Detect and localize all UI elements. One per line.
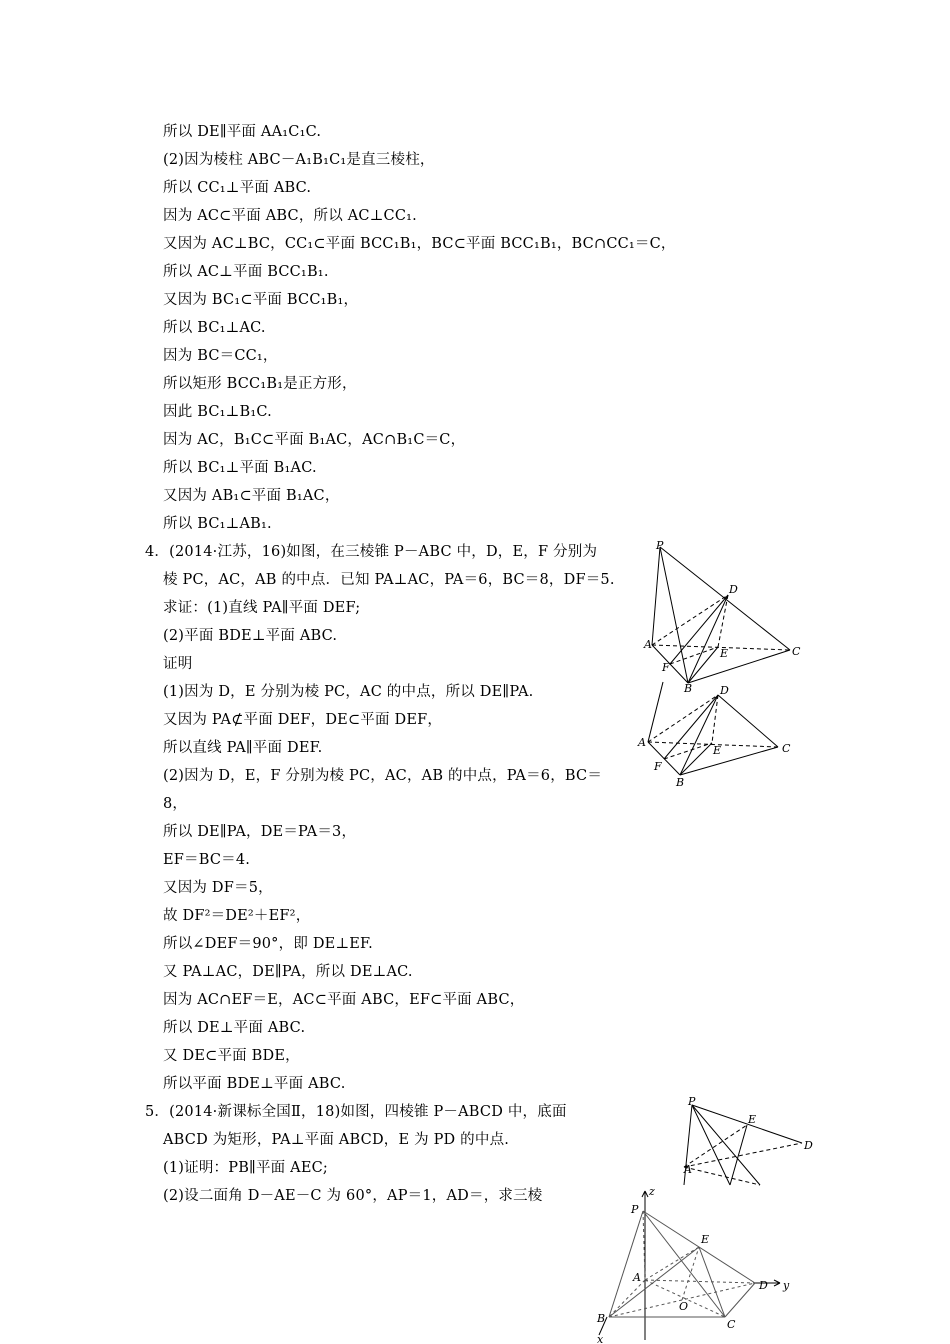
text-line: (2)因为 D，E，F 分别为棱 PC，AC，AB 的中点，PA＝6，BC＝	[163, 768, 603, 784]
text-line: 所以矩形 BCC₁B₁是正方形，	[163, 376, 357, 392]
label-z: z	[649, 1185, 655, 1198]
text-line: (1)因为 D，E 分别为棱 PC，AC 的中点，所以 DE∥PA.	[163, 684, 534, 700]
label-P: P	[688, 1095, 696, 1108]
label-E: E	[748, 1113, 757, 1126]
text-line: 所以 BC₁⊥AB₁.	[163, 516, 272, 532]
label-C: C	[727, 1318, 736, 1331]
label-C: C	[792, 645, 801, 658]
text-line: 因为 AC⊂平面 ABC，所以 AC⊥CC₁.	[163, 208, 417, 224]
label-F: F	[662, 661, 670, 674]
text-line: 求证：(1)直线 PA∥平面 DEF;	[163, 600, 361, 616]
text-line: (2)因为棱柱 ABC－A₁B₁C₁是直三棱柱，	[163, 152, 435, 168]
text-line: 又 PA⊥AC，DE∥PA，所以 DE⊥AC.	[163, 964, 413, 980]
text-line: 所以∠DEF＝90°，即 DE⊥EF.	[163, 936, 373, 952]
label-A: A	[638, 736, 646, 749]
pyramid-figure-2	[630, 680, 800, 790]
text-line: 又因为 AB₁⊂平面 B₁AC，	[163, 488, 340, 504]
pyramid-coordinate-figure	[585, 1185, 810, 1344]
text-line: 所以 BC₁⊥平面 B₁AC.	[163, 460, 317, 476]
text-line: 证明	[163, 656, 193, 672]
label-P: P	[631, 1203, 639, 1216]
text-line: 所以直线 PA∥平面 DEF.	[163, 740, 323, 756]
label-E: E	[720, 647, 729, 660]
text-line: 又 DE⊂平面 BDE，	[163, 1048, 300, 1064]
text-line: 所以 CC₁⊥平面 ABC.	[163, 180, 312, 196]
label-x: x	[597, 1333, 604, 1344]
label-C: C	[782, 742, 791, 755]
text-line: 所以 AC⊥平面 BCC₁B₁.	[163, 264, 329, 280]
text-line: (1)证明：PB∥平面 AEC;	[163, 1160, 328, 1176]
text-line: (2)平面 BDE⊥平面 ABC.	[163, 628, 338, 644]
text-line: 4．(2014·江苏，16)如图，在三棱锥 P－ABC 中，D，E，F 分别为	[145, 544, 598, 560]
text-line: 因为 AC∩EF＝E，AC⊂平面 ABC，EF⊂平面 ABC，	[163, 992, 525, 1008]
label-A: A	[684, 1163, 692, 1176]
label-D: D	[804, 1139, 813, 1152]
label-B: B	[676, 776, 685, 789]
label-E: E	[713, 744, 722, 757]
text-line: 又因为 PA⊄平面 DEF，DE⊂平面 DEF，	[163, 712, 443, 728]
text-line: 所以 DE∥平面 AA₁C₁C.	[163, 124, 322, 140]
text-line: 8，	[163, 796, 188, 812]
text-line: 因此 BC₁⊥B₁C.	[163, 404, 272, 420]
text-line: 5．(2014·新课标全国Ⅱ，18)如图，四棱锥 P－ABCD 中，底面	[145, 1104, 567, 1120]
label-D: D	[729, 583, 738, 596]
pyramid-figure-3	[670, 1095, 820, 1190]
pyramid-figure-1	[640, 535, 810, 695]
label-D: D	[759, 1279, 768, 1292]
label-A: A	[644, 638, 652, 651]
text-line: 所以 DE∥PA，DE＝PA＝3，	[163, 824, 357, 840]
text-line: 所以平面 BDE⊥平面 ABC.	[163, 1076, 346, 1092]
text-line: 因为 BC＝CC₁，	[163, 348, 278, 364]
text-line: 所以 DE⊥平面 ABC.	[163, 1020, 306, 1036]
text-line: EF＝BC＝4.	[163, 852, 251, 868]
label-O: O	[679, 1300, 689, 1313]
label-A: A	[633, 1271, 641, 1284]
text-line: 所以 BC₁⊥AC.	[163, 320, 266, 336]
text-line: (2)设二面角 D－AE－C 为 60°，AP＝1，AD＝，求三棱	[163, 1188, 543, 1204]
text-line: 棱 PC，AC，AB 的中点．已知 PA⊥AC，PA＝6，BC＝8，DF＝5.	[163, 572, 615, 588]
label-B: B	[684, 682, 693, 695]
text-line: 又因为 BC₁⊂平面 BCC₁B₁，	[163, 292, 359, 308]
label-E: E	[701, 1233, 710, 1246]
label-D: D	[720, 684, 729, 697]
text-line: 又因为 AC⊥BC，CC₁⊂平面 BCC₁B₁，BC⊂平面 BCC₁B₁，BC∩CC₁＝C，	[163, 236, 676, 252]
text-line: ABCD 为矩形，PA⊥平面 ABCD，E 为 PD 的中点.	[163, 1132, 510, 1148]
text-line: 故 DF²＝DE²＋EF²，	[163, 908, 311, 924]
label-P: P	[656, 539, 664, 552]
label-y: y	[783, 1279, 790, 1292]
text-line: 又因为 DF＝5，	[163, 880, 273, 896]
label-B: B	[597, 1312, 606, 1325]
label-F: F	[654, 760, 662, 773]
text-line: 因为 AC，B₁C⊂平面 B₁AC，AC∩B₁C＝C，	[163, 432, 466, 448]
